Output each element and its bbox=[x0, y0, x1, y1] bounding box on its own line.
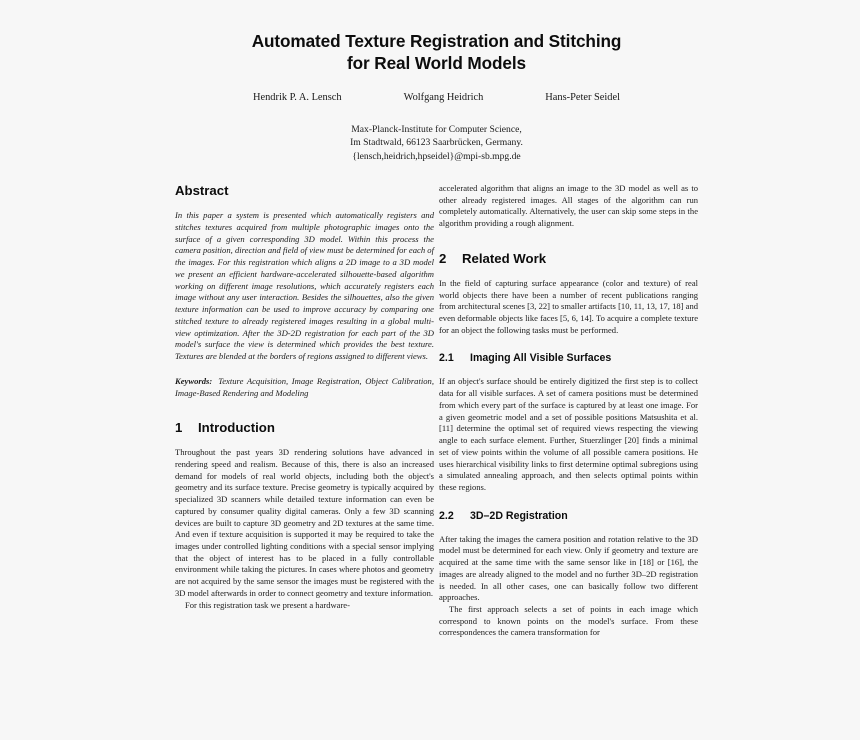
body-columns bbox=[175, 183, 698, 639]
page-content bbox=[175, 0, 698, 740]
affiliation-line-1: Max-Planck-Institute for Computer Science, bbox=[351, 124, 522, 135]
keywords-value: Texture Acquisition, Image Registration, Object Calibration, Image-Based Rendering and Modeling bbox=[175, 375, 434, 398]
intro-paragraph-2: For this registration task we present a hardware- bbox=[185, 599, 350, 610]
imaging-paragraph-1: If an object's surface should be entirely digitized the first step is to collect data for all visible surfaces. A set of camera positions must be determined from which every part of the surface is captured by at least one image. For a given geometric model and a set of possible positions Matsushita et al. [11] determine the optimal set of required views respecting the viewing angle to each surface element. Further, Stuerzlinger [20] finds a minimal set of view points within the volume of all possible camera positions. He uses hierarchical visibility links to first determine optimal subregions using a simulated annealing approach, and then selects optimal points within these regions. bbox=[439, 376, 698, 492]
subsection-heading-registration bbox=[439, 510, 698, 523]
affiliation-email: {lensch,heidrich,hpseidel}@mpi-sb.mpg.de bbox=[352, 150, 521, 162]
intro-paragraph-1: Throughout the past years 3D rendering solutions have advanced in rendering speed and realism. Because of this, there is also an increased demand for models of real world objects, including both the object's geometry and its surface texture. Precise geometry is typically acquired by specialized 3D scanners while detailed texture information can even be captured by consumer quality digital cameras. Only a few 3D scanning devices are built to capture 3D geometry and 2D textures at the same time. And even if texture acquisition is supported it may be required to take the images under controlled lighting conditions with a special sensor implying that the object of interest has to be placed in a fully controllable environment while taking the pictures. In cases where photos and geometry are not acquired by the same sensor the images must be registered with the 3D model afterwards in order to connect geometry and texture information. bbox=[175, 447, 434, 598]
author-list bbox=[175, 92, 698, 103]
section-title-related-work: Related Work bbox=[462, 250, 547, 266]
author-2: Wolfgang Heidrich bbox=[403, 92, 484, 103]
affiliation-line-2: Im Stadtwald, 66123 Saarbrücken, Germany. bbox=[350, 137, 523, 149]
author-1: Hendrik P. A. Lensch bbox=[252, 92, 342, 103]
section-heading-introduction bbox=[175, 420, 434, 436]
subsection-number-2-2: 2.2 bbox=[439, 509, 454, 522]
registration-paragraph-1: After taking the images the camera position and rotation relative to the 3D model must be determined for each view. Only if geometry and texture are acquired at the same time with the same sensor like in [18] or [16], the images are already aligned to the model and no further 3D–2D registration is needed. In all other cases, one can basically follow two different approaches. bbox=[439, 533, 698, 603]
intro-paragraph-2-continued: accelerated algorithm that aligns an image to the 3D model as well as to other already registered images. All stages of the algorithm can run completely automatically. Alternatively, the user can skip some steps in the algorithm providing a rough alignment. bbox=[439, 183, 698, 229]
section-number-1: 1 bbox=[175, 420, 183, 436]
keywords-line bbox=[175, 376, 434, 400]
page-title bbox=[175, 31, 698, 74]
registration-paragraph-2: The first approach selects a set of points in each image which correspond to known points on the model's surface. From these correspondences the camera transformation for bbox=[439, 603, 698, 638]
section-number-2: 2 bbox=[439, 250, 447, 266]
keywords-label: Keywords: bbox=[175, 375, 213, 386]
abstract-heading bbox=[175, 183, 434, 199]
title-line-2: for Real World Models bbox=[346, 52, 527, 73]
author-3: Hans-Peter Seidel bbox=[545, 92, 620, 103]
column-right bbox=[439, 183, 698, 639]
section-heading-related-work bbox=[439, 251, 698, 267]
section-title-introduction: Introduction bbox=[198, 420, 275, 436]
title-line-1: Automated Texture Registration and Stitching bbox=[251, 31, 622, 51]
affiliation-block bbox=[175, 123, 698, 163]
subsection-heading-imaging bbox=[439, 352, 698, 365]
related-work-paragraph-1: In the field of capturing surface appearance (color and texture) of real world objects there have been a number of recent publications ranging from architectural scenes [3, 22] to smaller artifacts [10, 11, 13, 17, 18] and even deformable objects like faces [5, 6, 14]. To acquire a complete texture for an object the following tasks must be performed. bbox=[439, 277, 698, 335]
abstract-heading-label: Abstract bbox=[175, 183, 229, 198]
subsection-number-2-1: 2.1 bbox=[439, 352, 454, 365]
column-left bbox=[175, 183, 434, 639]
title-block bbox=[175, 0, 698, 163]
abstract-text: In this paper a system is presented which automatically registers and stitches textures acquired from multiple photographic images onto the surface of a given corresponding 3D model. Within this process the camera position, direction and field of view must be determined for each of the images. For this registration which aligns a 2D image to a 3D model we present an efficient hardware-accelerated silhouette-based algorithm working on different image resolutions, which accurately registers each image without any user interaction. Besides the silhouettes, also the given texture information can be used to improve accuracy by comparing one stitched texture to already registered images resulting in a global multi-view optimization. After the 3D-2D registration for each part of the 3D model's surface the view is determined which provides the best texture. Textures are blended at the borders of regions assigned to different views. bbox=[175, 210, 434, 361]
subsection-title-registration: 3D–2D Registration bbox=[470, 509, 568, 522]
subsection-title-imaging: Imaging All Visible Surfaces bbox=[470, 352, 612, 365]
